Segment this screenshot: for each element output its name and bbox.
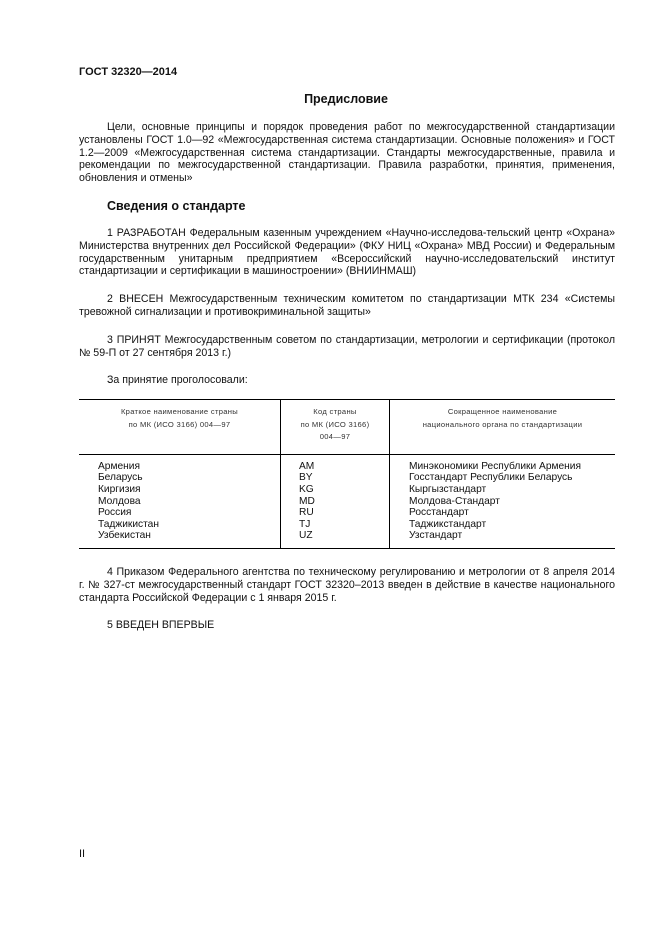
country-name: Таджикистан <box>98 518 159 530</box>
vote-table <box>79 399 615 549</box>
standards-body-column <box>390 454 616 548</box>
country-code: TJ <box>299 518 311 530</box>
country-name: Россия <box>98 507 132 519</box>
document-id: ГОСТ 32320—2014 <box>79 66 178 78</box>
country-name: Армения <box>98 460 140 472</box>
header-standards-body: Сокращенное наименование национального органа по стандартизации <box>390 400 616 455</box>
vote-label: За принятие проголосовали: <box>107 374 248 386</box>
standards-body: Молдова-Стандарт <box>409 495 500 507</box>
header-country-code: Код страны по МК (ИСО 3166) 004—97 <box>281 400 390 455</box>
item-3-adopted: 3 ПРИНЯТ Межгосударственным советом по стандартизации, метрологии и сертификации (протокол № 59-П от 27 сентября 2013 г.) <box>79 334 615 359</box>
intro-paragraph: Цели, основные принципы и порядок проведения работ по межгосударственной стандартизации установлены ГОСТ 1.0—92 «Межгосударственная система стандартизации. Основные положения» и ГОСТ 1.2—2009 «Межгосударственная система стандартизации. Стандарты межгосударственные, правила и рекомендации по межгосударственной стандартизации. Правила разработки, принятия, применения, обновления и отмены» <box>79 121 615 185</box>
item-5-introduced: 5 ВВЕДЕН ВПЕРВЫЕ <box>107 619 215 631</box>
item-1-developed: 1 РАЗРАБОТАН Федеральным казенным учреждением «Научно-исследова-тельский центр «Охрана» Министерства внутренних дел Российской Федерации» (ФКУ НИЦ «Охрана» МВД России) и Федеральным государственным унитарным предприятием «Всероссийский научно-исследовательский институт стандартизации и сертификации в машиностроении» (ВНИИНМАШ) <box>79 227 615 278</box>
item-2-submitted: 2 ВНЕСЕН Межгосударственным техническим комитетом по стандартизации МТК 234 «Системы тревожной сигнализации и противокриминальной защиты» <box>79 293 615 318</box>
standards-body: Госстандарт Республики Беларусь <box>409 472 573 484</box>
section-heading: Сведения о стандарте <box>107 199 246 213</box>
country-code: AM <box>299 460 315 472</box>
standards-body: Росстандарт <box>409 507 469 519</box>
standards-body: Кыргызстандарт <box>409 483 487 495</box>
country-column <box>79 454 281 548</box>
country-code: BY <box>299 472 313 484</box>
page-title: Предисловие <box>304 92 388 106</box>
country-code: MD <box>299 495 315 507</box>
page-number: II <box>79 848 86 860</box>
header-country-name: Краткое наименование страны по МК (ИСО 3166) 004—97 <box>79 400 281 455</box>
country-code: KG <box>299 483 314 495</box>
country-code: UZ <box>299 530 313 542</box>
standards-body: Таджикстандарт <box>409 518 487 530</box>
vote-table-body <box>79 454 615 548</box>
vote-table-header <box>79 400 615 455</box>
standards-body: Минэкономики Республики Армения <box>409 460 581 472</box>
country-code: RU <box>299 507 314 519</box>
country-name: Беларусь <box>98 472 143 484</box>
country-name: Молдова <box>98 495 141 507</box>
country-name: Узбекистан <box>98 530 151 542</box>
item-4-order: 4 Приказом Федерального агентства по техническому регулированию и метрологии от 8 апреля 2014 г. № 327-ст межгосударственный стандарт ГОСТ 32320–2013 введен в действие в качестве национального стандарта Российской Федерации с 1 января 2015 г. <box>79 566 615 604</box>
country-name: Киргизия <box>98 483 141 495</box>
code-column <box>281 454 390 548</box>
standards-body: Узстандарт <box>409 530 463 542</box>
